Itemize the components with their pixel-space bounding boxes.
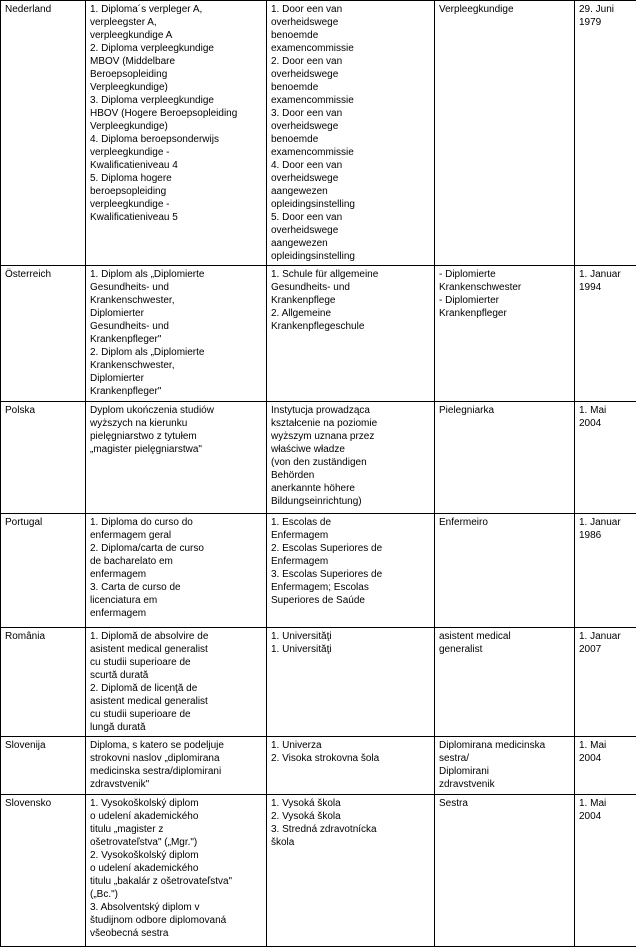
table-row [1, 1, 636, 266]
table-row [1, 795, 636, 947]
country-cell [1, 737, 86, 795]
cell-text-line: 1. Escolas de [271, 516, 430, 529]
cell-text-line: Instytucja prowadząca [271, 404, 430, 417]
cell-text-line: Beroepsopleiding [90, 68, 262, 81]
cell-text-line: „magister pielęgniarstwa" [90, 443, 262, 456]
cell-text-line: 3. Absolventský diplom v [90, 901, 262, 914]
cell-text-line: 29. Juni [579, 3, 632, 16]
country-cell [1, 1, 86, 266]
table-row [1, 266, 636, 402]
cell-text-line: overheidswege [271, 68, 430, 81]
table-row [1, 737, 636, 795]
table-row [1, 402, 636, 514]
cell-text-line: Enfermagem [271, 529, 430, 542]
cell-text-line: examencommissie [271, 146, 430, 159]
cell-text-line: ošetrovateľstva" („Mgr.") [90, 836, 262, 849]
cell-text-line: 3. Escolas Superiores de [271, 568, 430, 581]
country-name: Slovenija [5, 739, 81, 752]
cell-text-line: 1. Door een van [271, 3, 430, 16]
cell-text-line: Krankenpflege [271, 294, 430, 307]
cell-text-line: o udelení akademického [90, 862, 262, 875]
cell-text-line: 1. Diploma do curso do [90, 516, 262, 529]
cell-text-line: Behörden [271, 469, 430, 482]
table-body [1, 1, 636, 947]
country-cell [1, 795, 86, 947]
cell-text-line: benoemde [271, 29, 430, 42]
cell-text-line: titulu „magister z [90, 823, 262, 836]
cell-text-line: 1979 [579, 16, 632, 29]
cell-text-line: beroepsopleiding [90, 185, 262, 198]
awarding-body-cell [267, 795, 435, 947]
awarding-body-cell [267, 402, 435, 514]
cell-text-line: 1. Mai [579, 739, 632, 752]
cell-text-line: 1. Univerza [271, 739, 430, 752]
diploma-cell [86, 628, 267, 737]
cell-text-line: examencommissie [271, 94, 430, 107]
awarding-body-cell [267, 266, 435, 402]
cell-text-line: 1. Diplom als „Diplomierte [90, 268, 262, 281]
professional-title-cell [435, 1, 575, 266]
awarding-body-cell [267, 628, 435, 737]
country-name: Portugal [5, 516, 81, 529]
cell-text-line: 4. Diploma beroepsonderwijs [90, 133, 262, 146]
cell-text-line: Krankenpfleger" [90, 333, 262, 346]
reference-date-cell [575, 266, 636, 402]
country-name: Österreich [5, 268, 81, 281]
reference-date-cell [575, 795, 636, 947]
country-cell [1, 266, 86, 402]
cell-text-line: verpleegkundige - [90, 146, 262, 159]
country-name: Nederland [5, 3, 81, 16]
cell-text-line: Krankenpfleger" [90, 385, 262, 398]
cell-text-line: Kwalificatieniveau 4 [90, 159, 262, 172]
cell-text-line: 2. Door een van [271, 55, 430, 68]
cell-text-line: 2. Vysoká škola [271, 810, 430, 823]
cell-text-line: medicinska sestra/diplomirani [90, 765, 262, 778]
diploma-cell [86, 1, 267, 266]
cell-text-line: opleidingsinstelling [271, 250, 430, 263]
cell-text-line: verpleegkundige A [90, 29, 262, 42]
cell-text-line: 2. Escolas Superiores de [271, 542, 430, 555]
country-name: Slovensko [5, 797, 81, 810]
cell-text-line: Enfermeiro [439, 516, 570, 529]
cell-text-line: Gesundheits- und [90, 281, 262, 294]
cell-text-line: Enfermagem; Escolas [271, 581, 430, 594]
cell-text-line: Sestra [439, 797, 570, 810]
cell-text-line: opleidingsinstelling [271, 198, 430, 211]
cell-text-line: 1. Schule für allgemeine [271, 268, 430, 281]
cell-text-line: benoemde [271, 81, 430, 94]
cell-text-line: strokovni naslov „diplomirana [90, 752, 262, 765]
cell-text-line: aangewezen [271, 237, 430, 250]
cell-text-line: generalist [439, 643, 570, 656]
table-row [1, 514, 636, 628]
country-name: România [5, 630, 81, 643]
cell-text-line: aangewezen [271, 185, 430, 198]
cell-text-line: 2004 [579, 810, 632, 823]
cell-text-line: Krankenschwester [439, 281, 570, 294]
cell-text-line: 1986 [579, 529, 632, 542]
cell-text-line: (von den zuständigen [271, 456, 430, 469]
cell-text-line: cu studii superioare de [90, 708, 262, 721]
cell-text-line: Diplomierter [90, 372, 262, 385]
cell-text-line: enfermagem [90, 568, 262, 581]
country-cell [1, 628, 86, 737]
cell-text-line: Superiores de Saúde [271, 594, 430, 607]
cell-text-line: licenciatura em [90, 594, 262, 607]
cell-text-line: anerkannte höhere [271, 482, 430, 495]
cell-text-line: overheidswege [271, 172, 430, 185]
cell-text-line: Verpleegkundige) [90, 120, 262, 133]
cell-text-line: 1. Diplomă de absolvire de [90, 630, 262, 643]
cell-text-line: cu studii superioare de [90, 656, 262, 669]
cell-text-line: 2004 [579, 752, 632, 765]
cell-text-line: 5. Diploma hogere [90, 172, 262, 185]
cell-text-line: 1. Vysoká škola [271, 797, 430, 810]
cell-text-line: 2004 [579, 417, 632, 430]
cell-text-line: Krankenpfleger [439, 307, 570, 320]
cell-text-line: 1. Januar [579, 516, 632, 529]
cell-text-line: Pielegniarka [439, 404, 570, 417]
cell-text-line: 2. Diplomă de licenţă de [90, 682, 262, 695]
cell-text-line: Diploma, s katero se podeljuje [90, 739, 262, 752]
cell-text-line: Krankenpflegeschule [271, 320, 430, 333]
cell-text-line: MBOV (Middelbare [90, 55, 262, 68]
cell-text-line: sestra/ [439, 752, 570, 765]
reference-date-cell [575, 402, 636, 514]
diploma-cell [86, 737, 267, 795]
cell-text-line: 1. Januar [579, 630, 632, 643]
cell-text-line: kształcenie na poziomie [271, 417, 430, 430]
cell-text-line: Diplomierter [90, 307, 262, 320]
cell-text-line: Verpleegkundige [439, 3, 570, 16]
professional-title-cell [435, 402, 575, 514]
cell-text-line: 2. Diploma/carta de curso [90, 542, 262, 555]
cell-text-line: 3. Carta de curso de [90, 581, 262, 594]
cell-text-line: - Diplomierte [439, 268, 570, 281]
table-row [1, 628, 636, 737]
cell-text-line: 1. Mai [579, 404, 632, 417]
professional-title-cell [435, 266, 575, 402]
cell-text-line: Bildungseinrichtung) [271, 495, 430, 508]
cell-text-line: 3. Stredná zdravotnícka [271, 823, 430, 836]
professional-title-cell [435, 628, 575, 737]
cell-text-line: 2007 [579, 643, 632, 656]
cell-text-line: 2. Allgemeine [271, 307, 430, 320]
awarding-body-cell [267, 1, 435, 266]
cell-text-line: Dyplom ukończenia studiów [90, 404, 262, 417]
cell-text-line: 4. Door een van [271, 159, 430, 172]
cell-text-line: de bacharelato em [90, 555, 262, 568]
cell-text-line: wyższych na kierunku [90, 417, 262, 430]
cell-text-line: škola [271, 836, 430, 849]
cell-text-line: o udelení akademického [90, 810, 262, 823]
cell-text-line: 5. Door een van [271, 211, 430, 224]
cell-text-line: HBOV (Hogere Beroepsopleiding [90, 107, 262, 120]
cell-text-line: 2. Visoka strokovna šola [271, 752, 430, 765]
cell-text-line: 1. Universităţi [271, 643, 430, 656]
cell-text-line: Krankenschwester, [90, 294, 262, 307]
cell-text-line: zdravstvenik [439, 778, 570, 791]
cell-text-line: overheidswege [271, 16, 430, 29]
awarding-body-cell [267, 514, 435, 628]
cell-text-line: 1. Januar [579, 268, 632, 281]
reference-date-cell [575, 514, 636, 628]
cell-text-line: pielęgniarstwo z tytułem [90, 430, 262, 443]
country-name: Polska [5, 404, 81, 417]
cell-text-line: 3. Door een van [271, 107, 430, 120]
professional-title-cell [435, 737, 575, 795]
cell-text-line: Diplomirana medicinska [439, 739, 570, 752]
cell-text-line: enfermagem geral [90, 529, 262, 542]
cell-text-line: verpleegkundige - [90, 198, 262, 211]
cell-text-line: 2. Diplom als „Diplomierte [90, 346, 262, 359]
cell-text-line: 1994 [579, 281, 632, 294]
cell-text-line: asistent medical generalist [90, 695, 262, 708]
cell-text-line: Krankenschwester, [90, 359, 262, 372]
reference-date-cell [575, 628, 636, 737]
reference-date-cell [575, 1, 636, 266]
cell-text-line: 1. Vysokoškolský diplom [90, 797, 262, 810]
diploma-cell [86, 514, 267, 628]
cell-text-line: Verpleegkundige) [90, 81, 262, 94]
cell-text-line: 1. Mai [579, 797, 632, 810]
country-cell [1, 514, 86, 628]
cell-text-line: examencommissie [271, 42, 430, 55]
cell-text-line: wyższym uznana przez [271, 430, 430, 443]
cell-text-line: titulu „bakalár z ošetrovateľstva" [90, 875, 262, 888]
cell-text-line: benoemde [271, 133, 430, 146]
cell-text-line: Gesundheits- und [271, 281, 430, 294]
diploma-cell [86, 402, 267, 514]
reference-date-cell [575, 737, 636, 795]
cell-text-line: Kwalificatieniveau 5 [90, 211, 262, 224]
professional-title-cell [435, 514, 575, 628]
cell-text-line: 2. Diploma verpleegkundige [90, 42, 262, 55]
cell-text-line: všeobecná sestra [90, 927, 262, 940]
cell-text-line: („Bc.") [90, 888, 262, 901]
cell-text-line: 1. Universităţi [271, 630, 430, 643]
cell-text-line: Diplomirani [439, 765, 570, 778]
cell-text-line: - Diplomierter [439, 294, 570, 307]
cell-text-line: scurtă durată [90, 669, 262, 682]
cell-text-line: Gesundheits- und [90, 320, 262, 333]
diploma-cell [86, 266, 267, 402]
cell-text-line: właściwe władze [271, 443, 430, 456]
cell-text-line: overheidswege [271, 120, 430, 133]
cell-text-line: zdravstvenik" [90, 778, 262, 791]
cell-text-line: lungă durată [90, 721, 262, 734]
diploma-cell [86, 795, 267, 947]
cell-text-line: overheidswege [271, 224, 430, 237]
cell-text-line: 2. Vysokoškolský diplom [90, 849, 262, 862]
cell-text-line: 3. Diploma verpleegkundige [90, 94, 262, 107]
cell-text-line: asistent medical [439, 630, 570, 643]
cell-text-line: Enfermagem [271, 555, 430, 568]
country-cell [1, 402, 86, 514]
cell-text-line: študijnom odbore diplomovaná [90, 914, 262, 927]
cell-text-line: verpleegster A, [90, 16, 262, 29]
professional-title-cell [435, 795, 575, 947]
cell-text-line: enfermagem [90, 607, 262, 620]
awarding-body-cell [267, 737, 435, 795]
cell-text-line: asistent medical generalist [90, 643, 262, 656]
cell-text-line: 1. Diploma´s verpleger A, [90, 3, 262, 16]
